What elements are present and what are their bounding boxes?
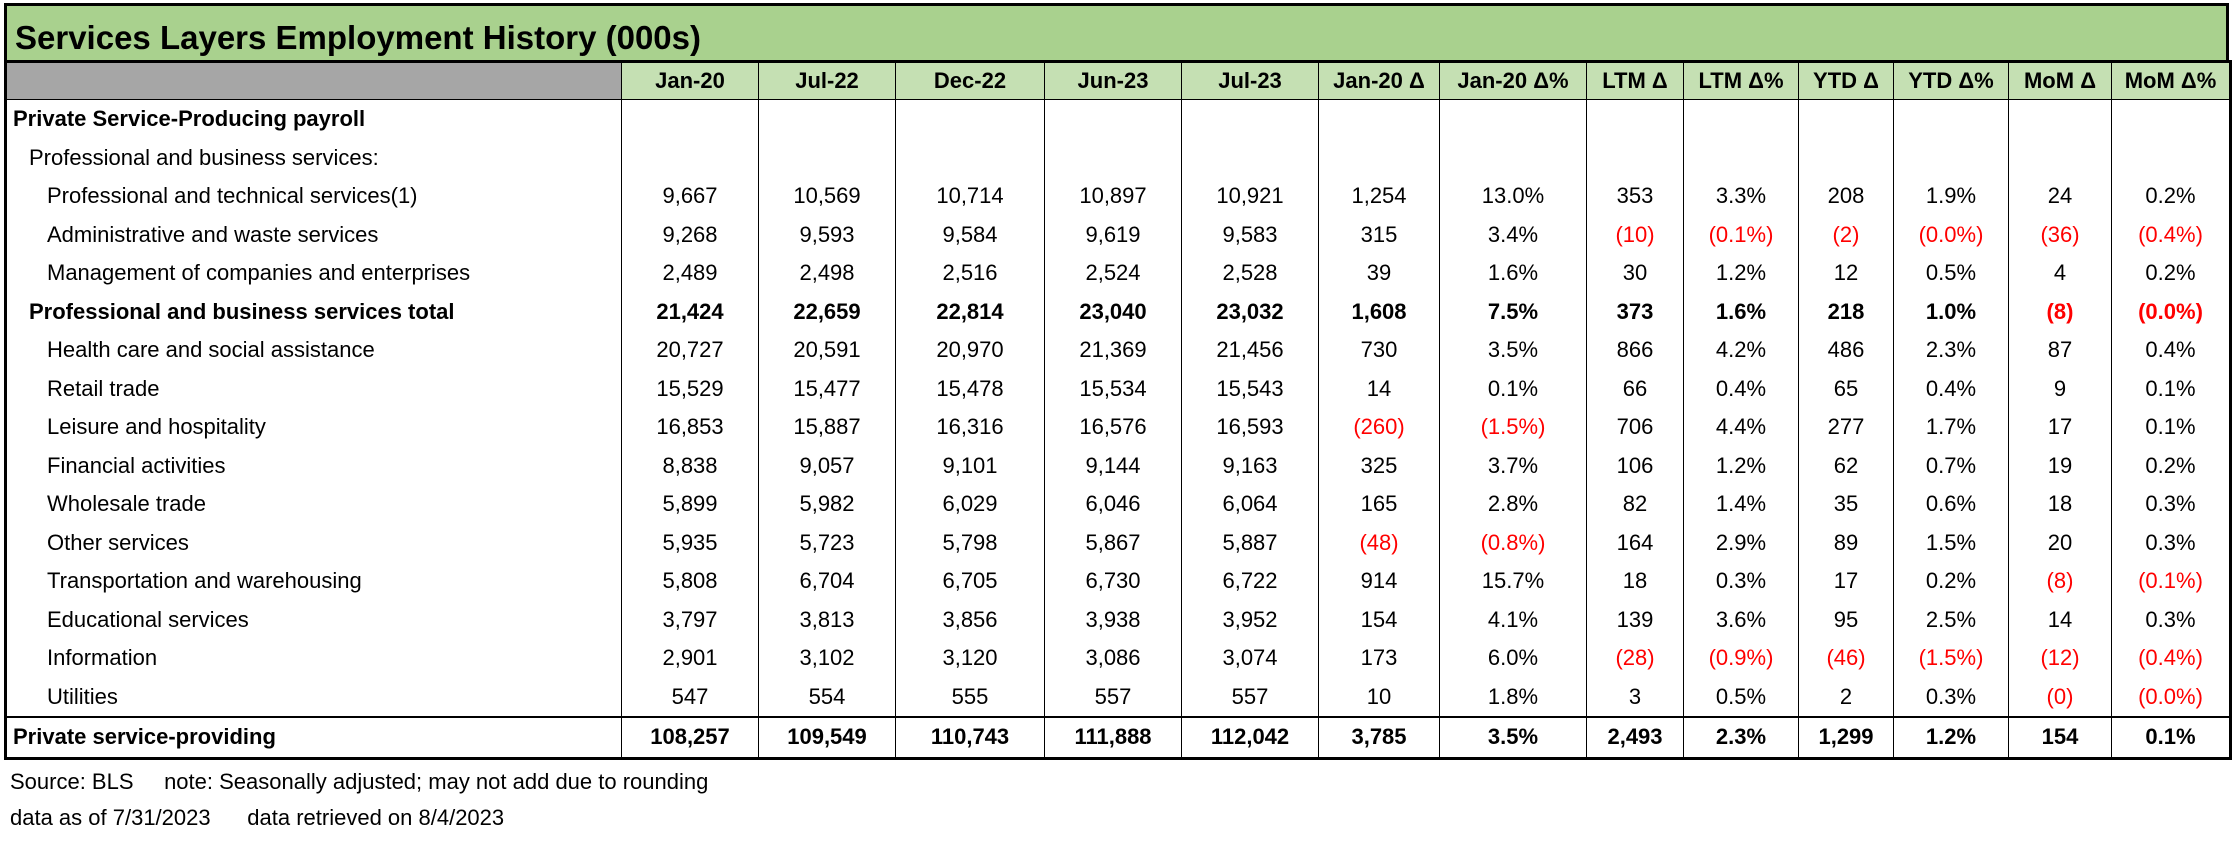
table-cell: 2,493: [1587, 717, 1684, 758]
column-header: Dec-22: [896, 62, 1045, 100]
column-header: Jan-20 Δ: [1319, 62, 1440, 100]
table-cell: 154: [2009, 717, 2112, 758]
table-cell: [1684, 139, 1799, 178]
column-header: YTD Δ%: [1894, 62, 2009, 100]
row-label: Leisure and hospitality: [6, 408, 622, 447]
column-header: Jan-20 Δ%: [1440, 62, 1587, 100]
table-cell: 13.0%: [1440, 177, 1587, 216]
table-cell: (0.0%): [2112, 293, 2231, 332]
table-cell: 21,456: [1182, 331, 1319, 370]
table-cell: (12): [2009, 639, 2112, 678]
table-cell: 5,808: [622, 562, 759, 601]
table-cell: 0.4%: [1894, 370, 2009, 409]
table-cell: 0.1%: [2112, 370, 2231, 409]
table-cell: 23,040: [1045, 293, 1182, 332]
table-cell: 1.7%: [1894, 408, 2009, 447]
table-row: [6, 447, 2231, 486]
employment-table-sheet: [4, 3, 2229, 760]
row-label: Management of companies and enterprises: [6, 254, 622, 293]
table-cell: 21,369: [1045, 331, 1182, 370]
table-cell: 3: [1587, 678, 1684, 718]
table-cell: 14: [1319, 370, 1440, 409]
table-row: [6, 562, 2231, 601]
table-cell: 23,032: [1182, 293, 1319, 332]
table-row: [6, 331, 2231, 370]
table-cell: 6,704: [759, 562, 896, 601]
table-cell: 353: [1587, 177, 1684, 216]
table-cell: 15,543: [1182, 370, 1319, 409]
table-row: [6, 408, 2231, 447]
table-cell: 2,901: [622, 639, 759, 678]
table-cell: 139: [1587, 601, 1684, 640]
table-cell: 0.5%: [1894, 254, 2009, 293]
table-cell: 2.3%: [1684, 717, 1799, 758]
table-cell: [1894, 139, 2009, 178]
header-corner-cell: [6, 62, 622, 100]
table-cell: 95: [1799, 601, 1894, 640]
row-label: Professional and technical services(1): [6, 177, 622, 216]
table-row: [6, 678, 2231, 718]
table-cell: 3,785: [1319, 717, 1440, 758]
column-header: Jul-22: [759, 62, 896, 100]
table-cell: 66: [1587, 370, 1684, 409]
table-cell: 3,797: [622, 601, 759, 640]
table-cell: 89: [1799, 524, 1894, 563]
table-cell: 0.3%: [2112, 524, 2231, 563]
table-cell: 0.4%: [2112, 331, 2231, 370]
table-cell: 173: [1319, 639, 1440, 678]
table-cell: 5,723: [759, 524, 896, 563]
table-cell: [2112, 100, 2231, 139]
table-cell: 15,887: [759, 408, 896, 447]
column-header: Jan-20: [622, 62, 759, 100]
table-cell: 0.6%: [1894, 485, 2009, 524]
table-cell: (46): [1799, 639, 1894, 678]
table-cell: [1440, 100, 1587, 139]
table-cell: (0.0%): [2112, 678, 2231, 718]
table-cell: 24: [2009, 177, 2112, 216]
table-cell: 9,101: [896, 447, 1045, 486]
table-cell: 87: [2009, 331, 2112, 370]
table-cell: 3,120: [896, 639, 1045, 678]
table-cell: 2: [1799, 678, 1894, 718]
table-cell: (0): [2009, 678, 2112, 718]
table-cell: [896, 100, 1045, 139]
table-cell: 3,102: [759, 639, 896, 678]
row-label: Retail trade: [6, 370, 622, 409]
table-cell: 373: [1587, 293, 1684, 332]
table-cell: 0.2%: [2112, 254, 2231, 293]
table-cell: 3.5%: [1440, 717, 1587, 758]
table-row: [6, 639, 2231, 678]
table-cell: 2,528: [1182, 254, 1319, 293]
table-cell: 9,057: [759, 447, 896, 486]
table-cell: (260): [1319, 408, 1440, 447]
table-cell: 0.2%: [2112, 177, 2231, 216]
table-cell: 0.4%: [1684, 370, 1799, 409]
column-header: Jun-23: [1045, 62, 1182, 100]
table-cell: 555: [896, 678, 1045, 718]
table-cell: 106: [1587, 447, 1684, 486]
employment-table: [4, 60, 2232, 760]
table-cell: 3,813: [759, 601, 896, 640]
table-cell: 3,952: [1182, 601, 1319, 640]
column-header: MoM Δ%: [2112, 62, 2231, 100]
table-cell: 3,074: [1182, 639, 1319, 678]
table-cell: 0.2%: [1894, 562, 2009, 601]
table-cell: 0.1%: [2112, 717, 2231, 758]
table-cell: (0.1%): [2112, 562, 2231, 601]
table-cell: 1,299: [1799, 717, 1894, 758]
table-row: [6, 254, 2231, 293]
row-label: Private service-providing: [6, 717, 622, 758]
table-cell: (0.4%): [2112, 639, 2231, 678]
table-cell: 164: [1587, 524, 1684, 563]
table-cell: 557: [1045, 678, 1182, 718]
row-label: Professional and business services total: [6, 293, 622, 332]
row-label: Transportation and warehousing: [6, 562, 622, 601]
table-cell: 20,970: [896, 331, 1045, 370]
table-cell: 9,593: [759, 216, 896, 255]
table-cell: (1.5%): [1440, 408, 1587, 447]
data-date-note: data as of 7/31/2023 data retrieved on 8/4/2023: [10, 805, 505, 830]
table-cell: (0.0%): [1894, 216, 2009, 255]
table-cell: 1.8%: [1440, 678, 1587, 718]
table-cell: [1799, 100, 1894, 139]
table-cell: (0.4%): [2112, 216, 2231, 255]
table-cell: 3,856: [896, 601, 1045, 640]
table-cell: 10,569: [759, 177, 896, 216]
table-cell: [2009, 139, 2112, 178]
table-cell: 16,576: [1045, 408, 1182, 447]
row-label: Professional and business services:: [6, 139, 622, 178]
table-cell: 1.4%: [1684, 485, 1799, 524]
table-cell: 16,593: [1182, 408, 1319, 447]
table-cell: 20,591: [759, 331, 896, 370]
table-cell: 15,477: [759, 370, 896, 409]
table-cell: 15,478: [896, 370, 1045, 409]
table-cell: 1.2%: [1684, 447, 1799, 486]
table-cell: 9,163: [1182, 447, 1319, 486]
table-cell: 0.1%: [2112, 408, 2231, 447]
table-cell: 1.9%: [1894, 177, 2009, 216]
table-cell: [1440, 139, 1587, 178]
table-cell: (8): [2009, 562, 2112, 601]
column-header: Jul-23: [1182, 62, 1319, 100]
table-cell: 3.3%: [1684, 177, 1799, 216]
table-cell: 16,316: [896, 408, 1045, 447]
table-cell: 108,257: [622, 717, 759, 758]
table-row: [6, 485, 2231, 524]
table-cell: 3,086: [1045, 639, 1182, 678]
table-cell: 9,667: [622, 177, 759, 216]
table-cell: 325: [1319, 447, 1440, 486]
table-title: Services Layers Employment History (000s): [4, 3, 2229, 60]
header-row: [6, 62, 2231, 100]
table-cell: 18: [2009, 485, 2112, 524]
table-cell: 6,046: [1045, 485, 1182, 524]
table-cell: 8,838: [622, 447, 759, 486]
table-cell: 18: [1587, 562, 1684, 601]
table-cell: [759, 100, 896, 139]
table-cell: 866: [1587, 331, 1684, 370]
table-row: [6, 601, 2231, 640]
table-cell: 82: [1587, 485, 1684, 524]
table-cell: [1319, 139, 1440, 178]
row-label: Financial activities: [6, 447, 622, 486]
table-cell: 3.6%: [1684, 601, 1799, 640]
table-cell: 2.9%: [1684, 524, 1799, 563]
table-cell: 12: [1799, 254, 1894, 293]
column-header: LTM Δ%: [1684, 62, 1799, 100]
table-cell: 1,254: [1319, 177, 1440, 216]
table-cell: 39: [1319, 254, 1440, 293]
table-cell: 218: [1799, 293, 1894, 332]
table-cell: [759, 139, 896, 178]
table-cell: [1319, 100, 1440, 139]
table-cell: 277: [1799, 408, 1894, 447]
table-cell: 2,498: [759, 254, 896, 293]
total-row: [6, 717, 2231, 758]
table-cell: 2.8%: [1440, 485, 1587, 524]
table-cell: 22,659: [759, 293, 896, 332]
table-cell: 21,424: [622, 293, 759, 332]
table-cell: 0.1%: [1440, 370, 1587, 409]
table-cell: [1799, 139, 1894, 178]
table-cell: 1.2%: [1894, 717, 2009, 758]
table-cell: [1587, 100, 1684, 139]
table-cell: (1.5%): [1894, 639, 2009, 678]
table-cell: 15,529: [622, 370, 759, 409]
table-cell: 111,888: [1045, 717, 1182, 758]
table-cell: [2009, 100, 2112, 139]
column-header: LTM Δ: [1587, 62, 1684, 100]
table-cell: 4.2%: [1684, 331, 1799, 370]
row-label: Administrative and waste services: [6, 216, 622, 255]
table-cell: (0.1%): [1684, 216, 1799, 255]
table-cell: [896, 139, 1045, 178]
table-cell: 1.0%: [1894, 293, 2009, 332]
table-cell: 154: [1319, 601, 1440, 640]
table-cell: 20,727: [622, 331, 759, 370]
table-cell: 30: [1587, 254, 1684, 293]
table-cell: 4: [2009, 254, 2112, 293]
table-cell: 3,938: [1045, 601, 1182, 640]
table-cell: 5,899: [622, 485, 759, 524]
table-cell: 110,743: [896, 717, 1045, 758]
table-cell: 9,584: [896, 216, 1045, 255]
table-cell: 20: [2009, 524, 2112, 563]
table-cell: 9,268: [622, 216, 759, 255]
table-cell: 5,935: [622, 524, 759, 563]
table-cell: 914: [1319, 562, 1440, 601]
table-cell: 4.1%: [1440, 601, 1587, 640]
table-cell: 0.3%: [2112, 601, 2231, 640]
row-label: Wholesale trade: [6, 485, 622, 524]
table-cell: 6.0%: [1440, 639, 1587, 678]
table-cell: [1894, 100, 2009, 139]
table-cell: 7.5%: [1440, 293, 1587, 332]
table-cell: 3.7%: [1440, 447, 1587, 486]
table-cell: 730: [1319, 331, 1440, 370]
table-cell: 9,619: [1045, 216, 1182, 255]
table-row: [6, 293, 2231, 332]
table-cell: (0.9%): [1684, 639, 1799, 678]
table-cell: 1.2%: [1684, 254, 1799, 293]
table-cell: 6,029: [896, 485, 1045, 524]
table-cell: 1,608: [1319, 293, 1440, 332]
table-cell: 1.6%: [1684, 293, 1799, 332]
table-cell: 5,982: [759, 485, 896, 524]
table-cell: 10: [1319, 678, 1440, 718]
table-cell: 2.5%: [1894, 601, 2009, 640]
table-cell: [1684, 100, 1799, 139]
table-cell: [1045, 100, 1182, 139]
table-cell: 15,534: [1045, 370, 1182, 409]
row-label: Educational services: [6, 601, 622, 640]
table-cell: (2): [1799, 216, 1894, 255]
table-row: [6, 177, 2231, 216]
table-cell: (10): [1587, 216, 1684, 255]
table-cell: [1182, 139, 1319, 178]
table-row: [6, 524, 2231, 563]
table-cell: 315: [1319, 216, 1440, 255]
table-row: [6, 370, 2231, 409]
table-cell: 2,524: [1045, 254, 1182, 293]
table-cell: 1.5%: [1894, 524, 2009, 563]
table-row: [6, 216, 2231, 255]
table-cell: 6,722: [1182, 562, 1319, 601]
table-cell: 706: [1587, 408, 1684, 447]
table-row: [6, 100, 2231, 139]
table-cell: 112,042: [1182, 717, 1319, 758]
table-cell: [1182, 100, 1319, 139]
table-cell: 15.7%: [1440, 562, 1587, 601]
table-cell: 208: [1799, 177, 1894, 216]
row-label: Other services: [6, 524, 622, 563]
table-cell: (48): [1319, 524, 1440, 563]
table-cell: 14: [2009, 601, 2112, 640]
table-cell: 22,814: [896, 293, 1045, 332]
table-cell: 2,489: [622, 254, 759, 293]
table-cell: 5,867: [1045, 524, 1182, 563]
table-cell: 17: [2009, 408, 2112, 447]
table-cell: 17: [1799, 562, 1894, 601]
table-cell: 0.7%: [1894, 447, 2009, 486]
table-cell: 2.3%: [1894, 331, 2009, 370]
table-cell: 6,064: [1182, 485, 1319, 524]
table-cell: (36): [2009, 216, 2112, 255]
table-cell: 0.5%: [1684, 678, 1799, 718]
table-cell: [622, 100, 759, 139]
table-cell: 165: [1319, 485, 1440, 524]
table-cell: 109,549: [759, 717, 896, 758]
table-cell: 0.3%: [1894, 678, 2009, 718]
table-cell: (8): [2009, 293, 2112, 332]
row-label: Private Service-Producing payroll: [6, 100, 622, 139]
row-label: Utilities: [6, 678, 622, 718]
table-cell: 9,144: [1045, 447, 1182, 486]
table-cell: 35: [1799, 485, 1894, 524]
table-cell: [2112, 139, 2231, 178]
table-cell: (0.8%): [1440, 524, 1587, 563]
column-header: MoM Δ: [2009, 62, 2112, 100]
table-cell: 1.6%: [1440, 254, 1587, 293]
table-cell: 3.5%: [1440, 331, 1587, 370]
table-cell: 557: [1182, 678, 1319, 718]
table-cell: [622, 139, 759, 178]
table-cell: [1587, 139, 1684, 178]
table-cell: 65: [1799, 370, 1894, 409]
table-cell: 6,705: [896, 562, 1045, 601]
table-cell: 6,730: [1045, 562, 1182, 601]
table-cell: 0.2%: [2112, 447, 2231, 486]
table-cell: [1045, 139, 1182, 178]
footnotes: [10, 764, 708, 836]
row-label: Health care and social assistance: [6, 331, 622, 370]
table-cell: 10,714: [896, 177, 1045, 216]
table-cell: 0.3%: [2112, 485, 2231, 524]
table-cell: 554: [759, 678, 896, 718]
table-cell: 0.3%: [1684, 562, 1799, 601]
table-cell: 5,887: [1182, 524, 1319, 563]
table-cell: 486: [1799, 331, 1894, 370]
table-cell: 16,853: [622, 408, 759, 447]
table-cell: 2,516: [896, 254, 1045, 293]
table-cell: 10,921: [1182, 177, 1319, 216]
table-cell: 9,583: [1182, 216, 1319, 255]
table-cell: 547: [622, 678, 759, 718]
row-label: Information: [6, 639, 622, 678]
table-cell: 4.4%: [1684, 408, 1799, 447]
source-note: Source: BLS note: Seasonally adjusted; may not add due to rounding: [10, 769, 709, 794]
table-cell: 5,798: [896, 524, 1045, 563]
column-header: YTD Δ: [1799, 62, 1894, 100]
table-cell: 19: [2009, 447, 2112, 486]
table-cell: 10,897: [1045, 177, 1182, 216]
table-cell: 9: [2009, 370, 2112, 409]
table-body: [6, 100, 2231, 759]
table-row: [6, 139, 2231, 178]
table-cell: (28): [1587, 639, 1684, 678]
table-cell: 62: [1799, 447, 1894, 486]
table-cell: 3.4%: [1440, 216, 1587, 255]
